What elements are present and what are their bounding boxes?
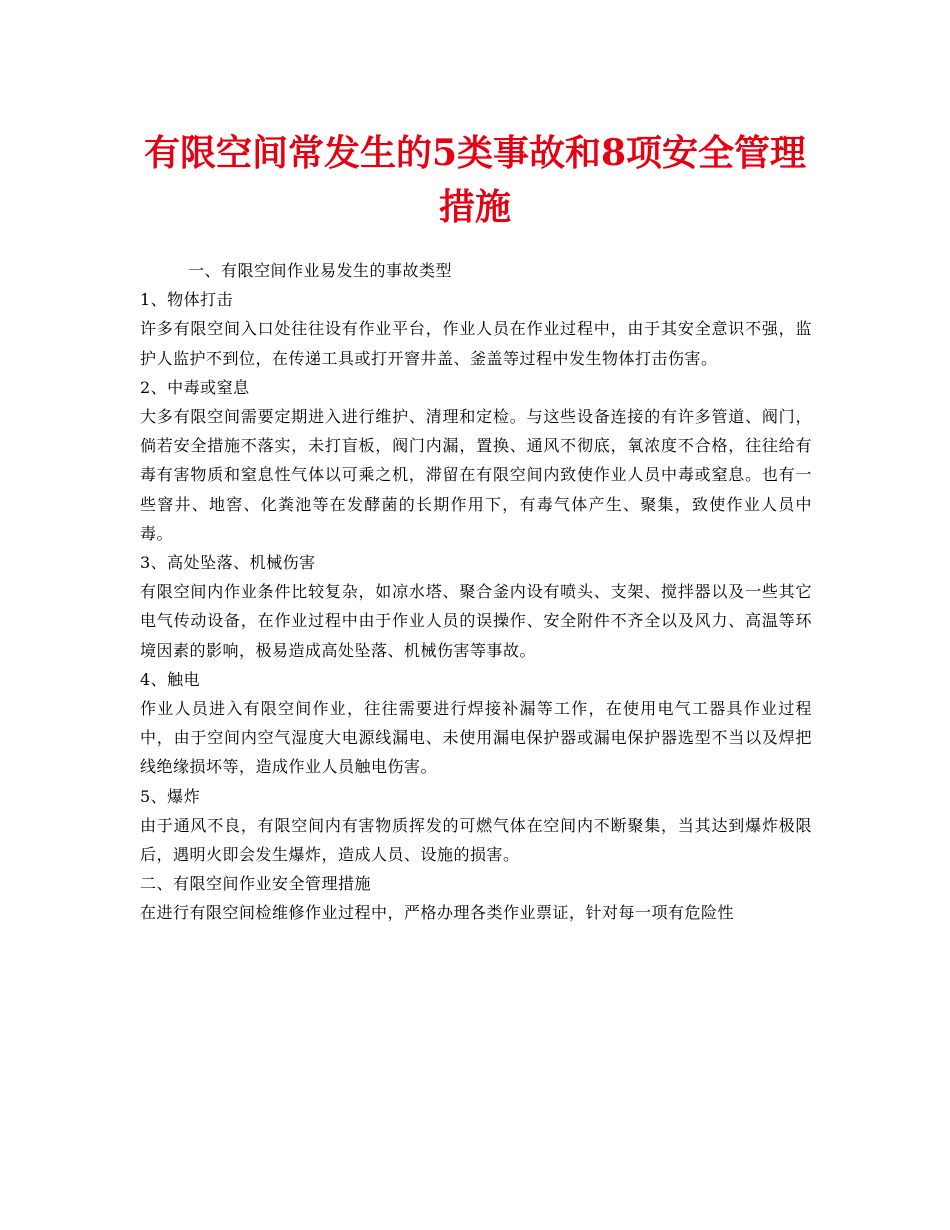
document-title: 有限空间常发生的5类事故和8项安全管理措施 [143,132,807,228]
item-heading-fall-mechanical: 3、高处坠落、机械伤害 [140,553,316,573]
paragraph-safety-measures: 在进行有限空间检维修作业过程中，严格办理各类作业票证，针对每一项有危险性 [140,903,735,923]
item-heading-explosion: 5、爆炸 [140,786,201,806]
item-heading-electric-shock: 4、触电 [140,669,201,689]
paragraph-object-strike: 许多有限空间入口处往往设有作业平台，作业人员在作业过程中，由于其安全意识不强，监护人监护不到位，在传递工具或打开窨井盖、釜盖等过程中发生物体打击伤害。 [140,319,812,368]
paragraph-electric-shock: 作业人员进入有限空间作业，往往需要进行焊接补漏等工作，在使用电气工器具作业过程中，由于空间内空气湿度大电源线漏电、未使用漏电保护器或漏电保护器选型不当以及焊把线绝缘损坏等，造成作业人员触电伤害。 [140,699,812,777]
paragraph-explosion: 由于通风不良，有限空间内有害物质挥发的可燃气体在空间内不断聚集，当其达到爆炸极限后，遇明火即会发生爆炸，造成人员、设施的损害。 [140,815,812,865]
item-heading-object-strike: 1、物体打击 [140,290,234,310]
document-body [140,256,812,928]
section-heading-accident-types: 一、有限空间作业易发生的事故类型 [188,261,453,280]
paragraph-poisoning: 大多有限空间需要定期进入进行维护、清理和定检。与这些设备连接的有许多管道、阀门，倘若安全措施不落实，未打盲板，阀门内漏，置换、通风不彻底，氧浓度不合格，往往给有毒有害物质和窒息性气体以可乘之机，滞留在有限空间内致使作业人员中毒或窒息。也有一些窨井、地窖、化粪池等在发酵菌的长期作用下，有毒气体产生、聚集，致使作业人员中毒。 [140,407,812,543]
section-heading-safety-measures: 二、有限空间作业安全管理措施 [140,874,372,894]
paragraph-fall-mechanical: 有限空间内作业条件比较复杂，如凉水塔、聚合釜内设有喷头、支架、搅拌器以及一些其它电气传动设备，在作业过程中由于作业人员的误操作、安全附件不齐全以及风力、高温等环境因素的影响，极易造成高处坠落、机械伤害等事故。 [140,582,812,660]
item-heading-poisoning: 2、中毒或窒息 [140,377,250,397]
